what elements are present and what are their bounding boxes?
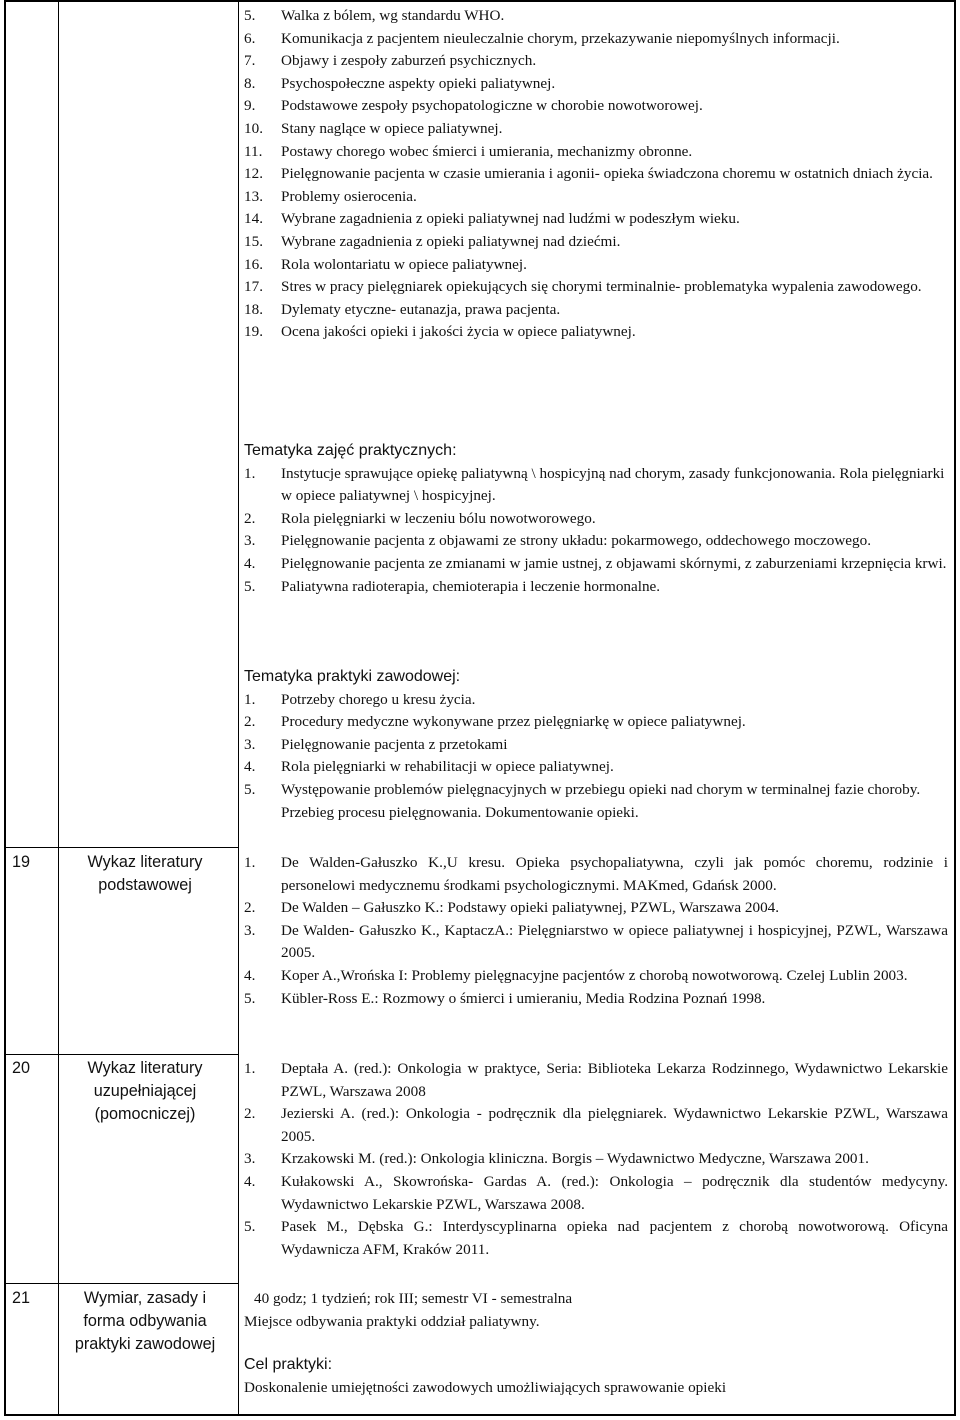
- lecture-topic-item: [244, 73, 948, 96]
- item-number: 1.: [244, 1060, 256, 1077]
- item-text: Komunikacja z pacjentem nieuleczalnie chorym, przekazywanie niepomyślnych informacji.: [281, 29, 840, 47]
- row-label-21: Wymiar, zasady i forma odbywania praktyki zawodowej: [74, 1289, 216, 1353]
- item-number: 15.: [244, 232, 263, 250]
- item-text: Wybrane zagadnienia z opieki paliatywnej nad dziećmi.: [281, 232, 621, 250]
- row-label-19: Wykaz literatury podstawowej: [87, 853, 203, 894]
- item-number: 8.: [244, 74, 256, 92]
- item-text: Ocena jakości opieki i jakości życia w opiece paliatywnej.: [281, 323, 636, 341]
- lecture-topic-item: [244, 118, 948, 141]
- lecture-topic-item: [244, 163, 948, 186]
- item-number: 5.: [244, 577, 256, 595]
- item-number: 2.: [244, 899, 256, 917]
- internship-goal-text: Doskonalenie umiejętności zawodowych umożliwiających sprawowanie opieki: [244, 1378, 727, 1396]
- item-number: 4.: [244, 1172, 256, 1190]
- lecture-topic-item: [244, 276, 948, 299]
- practical-topics-list: [244, 463, 948, 599]
- lecture-topic-item: [244, 95, 948, 118]
- lecture-topics-list: [244, 5, 948, 344]
- item-number: 18.: [244, 300, 263, 318]
- item-number: 7.: [244, 52, 256, 70]
- item-text: Koper A.,Wrońska I: Problemy pielęgnacyjne pacjentów z chorobą nowotworową. Czelej Lublin 2003.: [281, 966, 908, 984]
- item-text: Pielęgnowanie pacjenta z przetokami: [281, 735, 508, 753]
- practical-topic-item: [244, 553, 948, 576]
- item-text: Podstawowe zespoły psychopatologiczne w chorobie nowotworowej.: [281, 97, 703, 115]
- internship-hours: 40 godz; 1 tydzień; rok III; semestr VI - semestralna: [254, 1290, 573, 1307]
- lecture-topic-item: [244, 299, 948, 322]
- item-text: Potrzeby chorego u kresu życia.: [281, 690, 476, 708]
- item-number: 17.: [244, 278, 263, 296]
- lecture-topic-item: [244, 186, 948, 209]
- item-number: 14.: [244, 210, 263, 228]
- lecture-topic-item: [244, 141, 948, 164]
- item-text: Kułakowski A., Skowrońska- Gardas A. (red.): Onkologia – podręcznik dla studentów medycyny. Wydawnictwo Lekarskie PZWL, Warszawa 2008.: [281, 1172, 948, 1213]
- item-text: Krzakowski M. (red.): Onkologia kliniczna. Borgis – Wydawnictwo Medyczne, Warszawa 2001.: [281, 1150, 869, 1168]
- item-number: 1.: [244, 690, 256, 708]
- item-number: 4.: [244, 966, 256, 984]
- item-number: 5.: [244, 989, 256, 1007]
- row-number-21: 21: [12, 1289, 31, 1307]
- row-number-19: 19: [12, 853, 31, 871]
- item-number: 3.: [244, 921, 256, 939]
- item-text: Pielęgnowanie pacjenta w czasie umierania i agonii- opieka świadczona choremu w ostatnich dniach życia.: [281, 165, 933, 183]
- item-number: 3.: [244, 1150, 256, 1168]
- practical-topic-item: [244, 463, 948, 508]
- item-number: 2.: [244, 509, 256, 527]
- item-text: Paliatywna radioterapia, chemioterapia i leczenie hormonalne.: [281, 577, 661, 595]
- internship-place: Miejsce odbywania praktyki oddział paliatywny.: [244, 1312, 540, 1330]
- item-number: 16.: [244, 255, 263, 273]
- row-number-20: 20: [12, 1059, 31, 1077]
- literature-item: [244, 1171, 948, 1216]
- item-text: Objawy i zespoły zaburzeń psychicznych.: [281, 52, 537, 70]
- item-text: De Walden- Gałuszko K., KaptaczA.: Pielęgniarstwo w opiece paliatywnej i hospicyjnej, PZWL, Warszawa 2005.: [281, 921, 948, 962]
- item-text: Deptała A. (red.): Onkologia w praktyce, Seria: Biblioteka Lekarza Rodzinnego, Wydawnictwo Lekarskie PZWL, Warszawa 2008: [281, 1060, 948, 1100]
- item-text: Stany naglące w opiece paliatywnej.: [281, 119, 503, 137]
- item-text: Występowanie problemów pielęgnacyjnych w przebiegu opieki nad chorym w terminalnej fazie choroby. Przebieg procesu pielęgnowania. Dokumentowanie opieki.: [281, 780, 921, 821]
- item-number: 4.: [244, 758, 256, 776]
- internship-goal-header: Cel praktyki:: [244, 1356, 333, 1374]
- item-number: 1.: [244, 854, 256, 871]
- row-divider: [6, 847, 238, 848]
- item-text: Pielęgnowanie pacjenta z objawami ze strony układu: pokarmowego, oddechowego moczowego.: [281, 532, 872, 550]
- item-number: 5.: [244, 780, 256, 798]
- item-text: Stres w pracy pielęgniarek opiekujących się chorymi terminalnie- problematyka wypalenia zawodowego.: [281, 278, 922, 296]
- item-text: De Walden-Gałuszko K.,U kresu. Opieka psychopaliatywna, czyli jak pomóc choremu, rodzinie i personelowi medycznemu środkami psychologicznymi. MAKmed, Gdańsk 2000.: [281, 854, 948, 894]
- lecture-topic-item: [244, 231, 948, 254]
- literature-item: [244, 920, 948, 965]
- item-text: Rola pielęgniarki w rehabilitacji w opiece paliatywnej.: [281, 758, 614, 776]
- literature-item: [244, 1058, 948, 1103]
- item-text: Procedury medyczne wykonywane przez pielęgniarkę w opiece paliatywnej.: [281, 713, 746, 731]
- practical-topic-item: [244, 576, 948, 599]
- lecture-topic-item: [244, 321, 948, 344]
- literature-item: [244, 897, 948, 920]
- column-divider: [238, 2, 239, 1414]
- literature-item: [244, 988, 948, 1011]
- item-text: Pielęgnowanie pacjenta ze zmianami w jamie ustnej, z objawami skórnymi, z zaburzeniami krzepnięcia krwi.: [281, 554, 947, 572]
- vocational-topics-section: [244, 666, 948, 824]
- item-text: Rola wolontariatu w opiece paliatywnej.: [281, 255, 527, 273]
- practical-topic-item: [244, 530, 948, 553]
- item-text: Kübler-Ross E.: Rozmowy o śmierci i umieraniu, Media Rodzina Poznań 1998.: [281, 989, 766, 1007]
- item-number: 3.: [244, 735, 256, 753]
- lecture-topic-item: [244, 5, 948, 28]
- row-divider: [6, 1283, 238, 1284]
- item-text: Walka z bólem, wg standardu WHO.: [281, 7, 505, 24]
- practical-topics-section: [244, 440, 948, 598]
- vocational-topic-item: [244, 734, 948, 757]
- item-number: 13.: [244, 187, 263, 205]
- item-number: 6.: [244, 29, 256, 47]
- item-text: Pasek M., Dębska G.: Interdyscyplinarna opieka nad pacjentem z chorobą nowotworową. Oficyna Wydawnicza AFM, Kraków 2011.: [281, 1218, 948, 1258]
- row-divider: [6, 1054, 238, 1055]
- row-label-20: Wykaz literatury uzupełniającej (pomocniczej): [87, 1059, 203, 1123]
- lecture-topic-item: [244, 50, 948, 73]
- item-number: 5.: [244, 1218, 256, 1236]
- item-text: Problemy osierocenia.: [281, 187, 417, 205]
- lecture-topic-item: [244, 254, 948, 277]
- item-text: Psychospołeczne aspekty opieki paliatywnej.: [281, 74, 556, 92]
- vocational-topic-item: [244, 756, 948, 779]
- lecture-topic-item: [244, 28, 948, 51]
- item-number: 2.: [244, 713, 256, 731]
- literature-item: [244, 1103, 948, 1148]
- vocational-topic-item: [244, 779, 948, 824]
- vocational-topics-header: Tematyka praktyki zawodowej:: [244, 668, 461, 685]
- item-text: Instytucje sprawujące opiekę paliatywną \ hospicyjną nad chorym, zasady funkcjonowania. Rola pielęgniarki w opiece paliatywnej \ hospicyjnej.: [281, 464, 945, 505]
- item-number: 11.: [244, 142, 263, 160]
- practical-topics-header: Tematyka zajęć praktycznych:: [244, 442, 457, 459]
- item-text: Postawy chorego wobec śmierci i umierania, mechanizmy obronne.: [281, 142, 693, 160]
- item-number: 4.: [244, 554, 256, 572]
- vocational-topic-item: [244, 711, 948, 734]
- item-text: Dylematy etyczne- eutanazja, prawa pacjenta.: [281, 300, 561, 318]
- supplementary-literature-list: [244, 1058, 948, 1261]
- item-number: 9.: [244, 97, 256, 115]
- column-divider: [58, 2, 59, 1414]
- item-number: 3.: [244, 532, 256, 550]
- item-number: 19.: [244, 323, 263, 341]
- literature-item: [244, 1148, 948, 1171]
- item-text: Wybrane zagadnienia z opieki paliatywnej nad ludźmi w podeszłym wieku.: [281, 210, 740, 228]
- item-text: Rola pielęgniarki w leczeniu bólu nowotworowego.: [281, 509, 596, 527]
- item-number: 2.: [244, 1105, 256, 1123]
- item-text: Jezierski A. (red.): Onkologia - podręcznik dla pielęgniarek. Wydawnictwo Lekarskie PZWL, Warszawa 2005.: [281, 1105, 948, 1145]
- item-text: De Walden – Gałuszko K.: Podstawy opieki paliatywnej, PZWL, Warszawa 2004.: [281, 899, 780, 917]
- item-number: 10.: [244, 119, 263, 137]
- literature-item: [244, 965, 948, 988]
- basic-literature-list: [244, 852, 948, 1010]
- internship-details: [244, 1288, 948, 1399]
- item-number: 1.: [244, 464, 256, 482]
- practical-topic-item: [244, 508, 948, 531]
- item-number: 12.: [244, 165, 263, 183]
- item-number: 5.: [244, 7, 256, 24]
- literature-item: [244, 1216, 948, 1261]
- lecture-topic-item: [244, 208, 948, 231]
- vocational-topic-item: [244, 689, 948, 712]
- literature-item: [244, 852, 948, 897]
- vocational-topics-list: [244, 689, 948, 825]
